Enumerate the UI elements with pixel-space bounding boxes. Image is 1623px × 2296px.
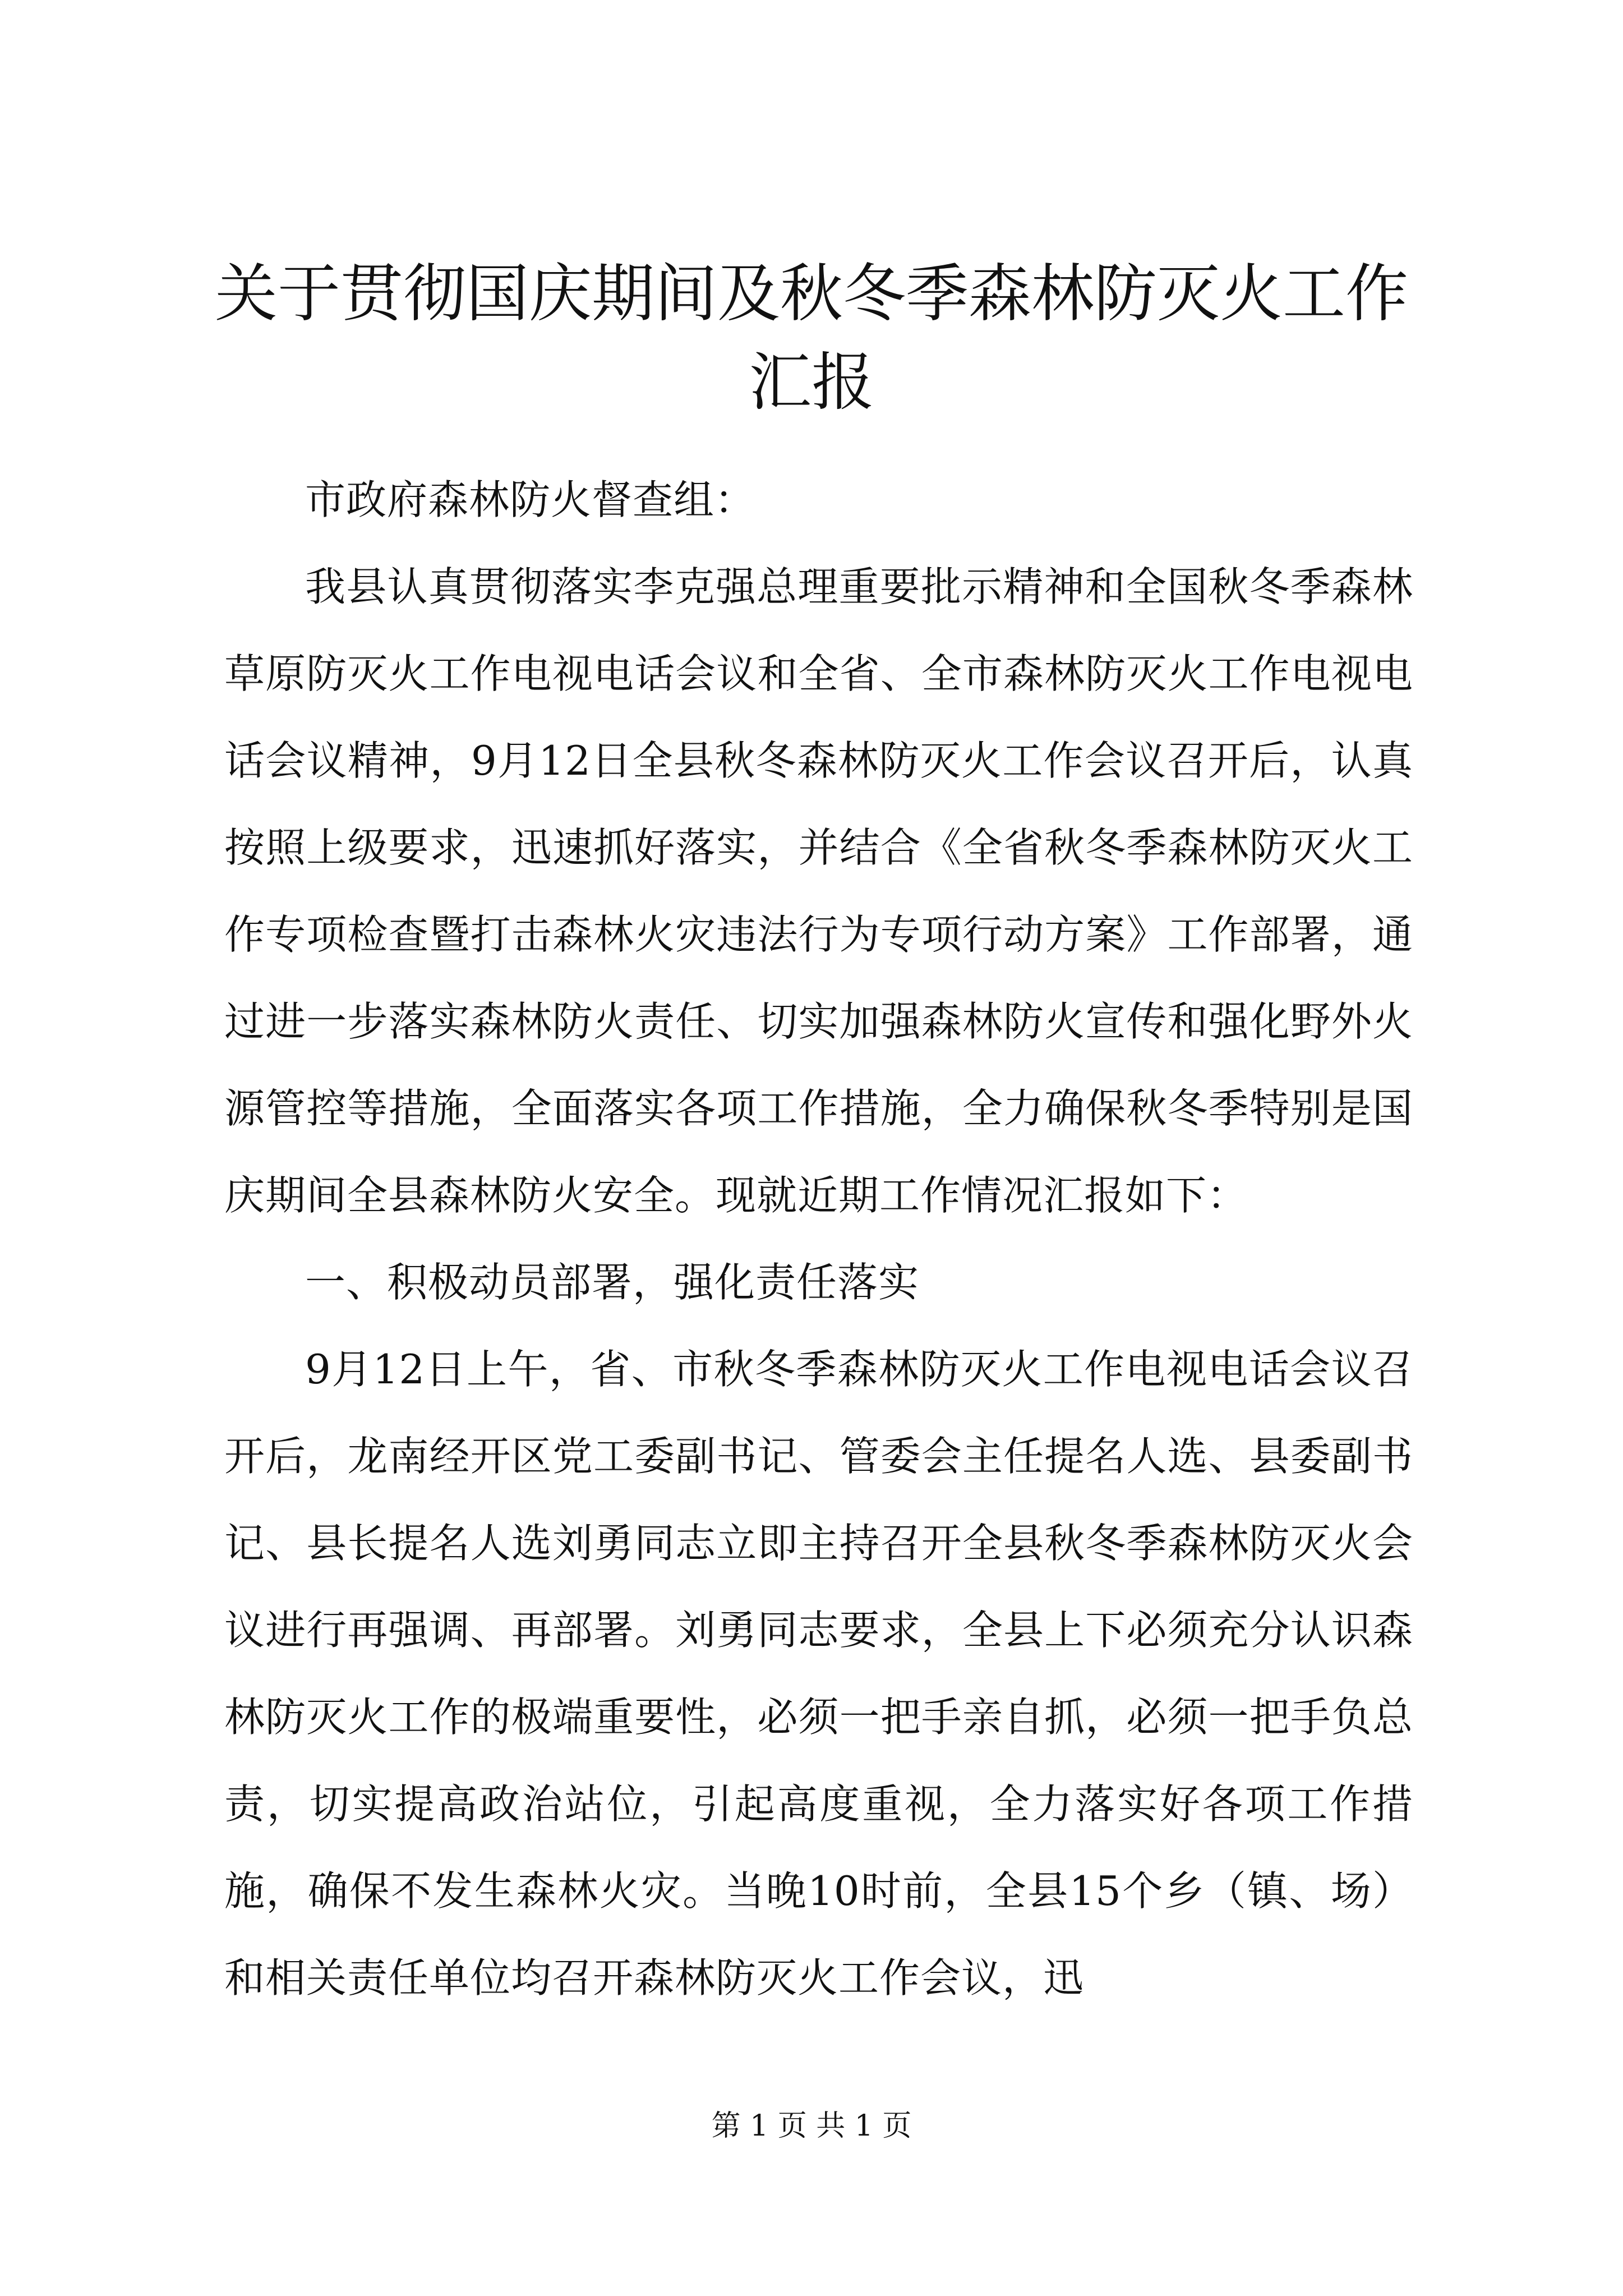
section-paragraph: 9月12日上午，省、市秋冬季森林防灭火工作电视电话会议召开后，龙南经开区党工委副书记、管委会主任提名人选、县委副书记、县长提名人选刘勇同志立即主持召开全县秋冬季森林防灭火会议进行再强调、再部署。刘勇同志要求，全县上下必须充分认识森林防灭火工作的极端重要性，必须一把手亲自抓，必须一把手负总责，切实提高政治站位，引起高度重视，全力落实好各项工作措施，确保不发生森林火灾。当晚10时前，全县15个乡（镇、场）和相关责任单位均召开森林防灭火工作会议，迅: [224, 1346, 1413, 2001]
intro-paragraph: 我县认真贯彻落实李克强总理重要批示精神和全国秋冬季森林草原防灭火工作电视电话会议和全省、全市森林防灭火工作电视电话会议精神，9月12日全县秋冬森林防灭火工作会议召开后，认真按照上级要求，迅速抓好落实，并结合《全省秋冬季森林防灭火工作专项检查暨打击森林火灾违法行为专项行动方案》工作部署，通过进一步落实森林防火责任、切实加强森林防火宣传和强化野外火源管控等措施，全面落实各项工作措施，全力确保秋冬季特别是国庆期间全县森林防火安全。现就近期工作情况汇报如下：: [224, 563, 1413, 1219]
page-footer: 第 1 页 共 1 页: [711, 2109, 912, 2143]
section-heading: 一、积极动员部署，强化责任落实: [305, 1259, 920, 1306]
salutation-paragraph: 市政府森林防火督查组：: [305, 476, 756, 523]
document-title: 关于贯彻国庆期间及秋冬季森林防灭火工作汇报: [215, 257, 1408, 419]
document-body: [224, 457, 1413, 2022]
